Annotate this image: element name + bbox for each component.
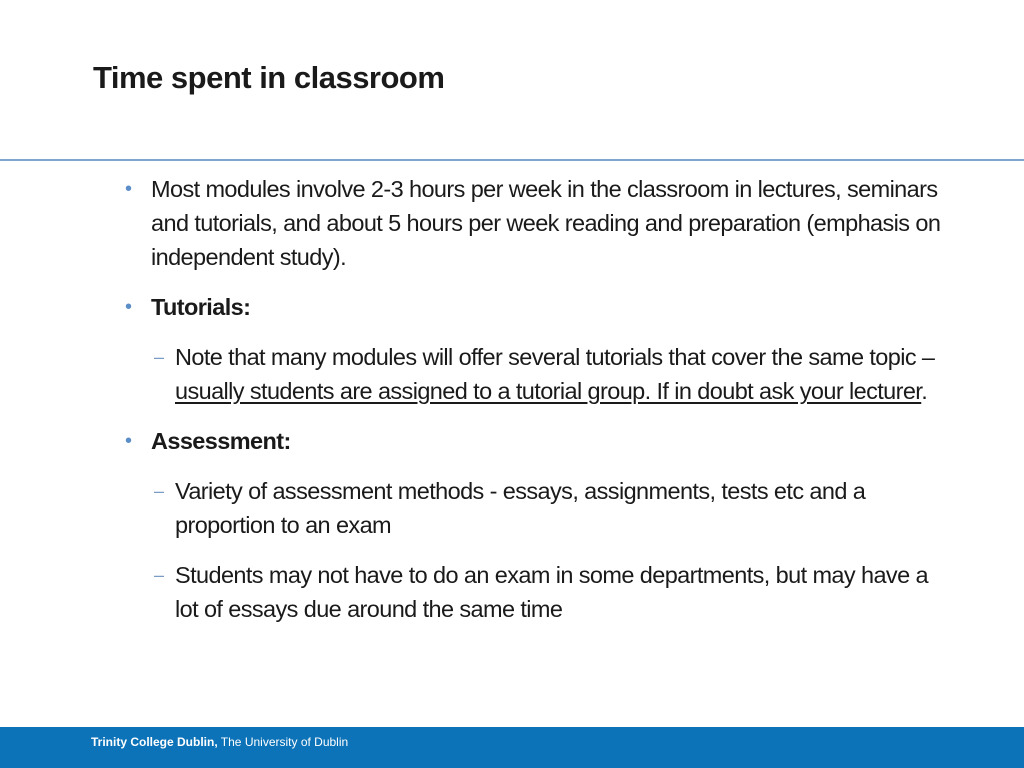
footer-bar — [0, 727, 1024, 768]
footer-subtitle: The University of Dublin — [217, 735, 349, 749]
sub-bullet-text: Variety of assessment methods - essays, assignments, tests etc and a proportion to an exam — [175, 478, 866, 538]
tutorials-heading: Tutorials: — [151, 294, 251, 320]
bullet-text: Most modules involve 2-3 hours per week in the classroom in lectures, seminars and tutorials, and about 5 hours per week reading and preparation (emphasis on independent study). — [151, 176, 941, 270]
bullet-marker: • — [125, 430, 132, 452]
bullet-classroom-hours — [125, 172, 955, 274]
dash-marker: – — [154, 347, 164, 367]
slide-content — [125, 172, 955, 642]
dash-marker: – — [154, 481, 164, 501]
bullet-marker: • — [125, 178, 132, 200]
footer-text — [91, 735, 348, 749]
sub-bullet-exams — [125, 558, 955, 626]
bullet-marker: • — [125, 296, 132, 318]
bullet-tutorials — [125, 290, 955, 324]
assessment-heading: Assessment: — [151, 428, 291, 454]
underlined-advice: usually students are assigned to a tutorial group. If in doubt ask your lecturer — [175, 378, 922, 404]
bullet-assessment — [125, 424, 955, 458]
sub-bullet-assessment-methods — [125, 474, 955, 542]
sub-bullet-text: Students may not have to do an exam in some departments, but may have a lot of essays due around the same time — [175, 562, 928, 622]
dash-marker: – — [154, 565, 164, 585]
sub-bullet-period: . — [921, 378, 928, 404]
footer-institution: Trinity College Dublin, — [91, 735, 218, 749]
sub-bullet-text: Note that many modules will offer several tutorials that cover the same topic – — [175, 344, 935, 370]
slide-title: Time spent in classroom — [93, 60, 445, 95]
sub-bullet-tutorials-note — [125, 340, 955, 408]
title-divider — [0, 159, 1024, 161]
